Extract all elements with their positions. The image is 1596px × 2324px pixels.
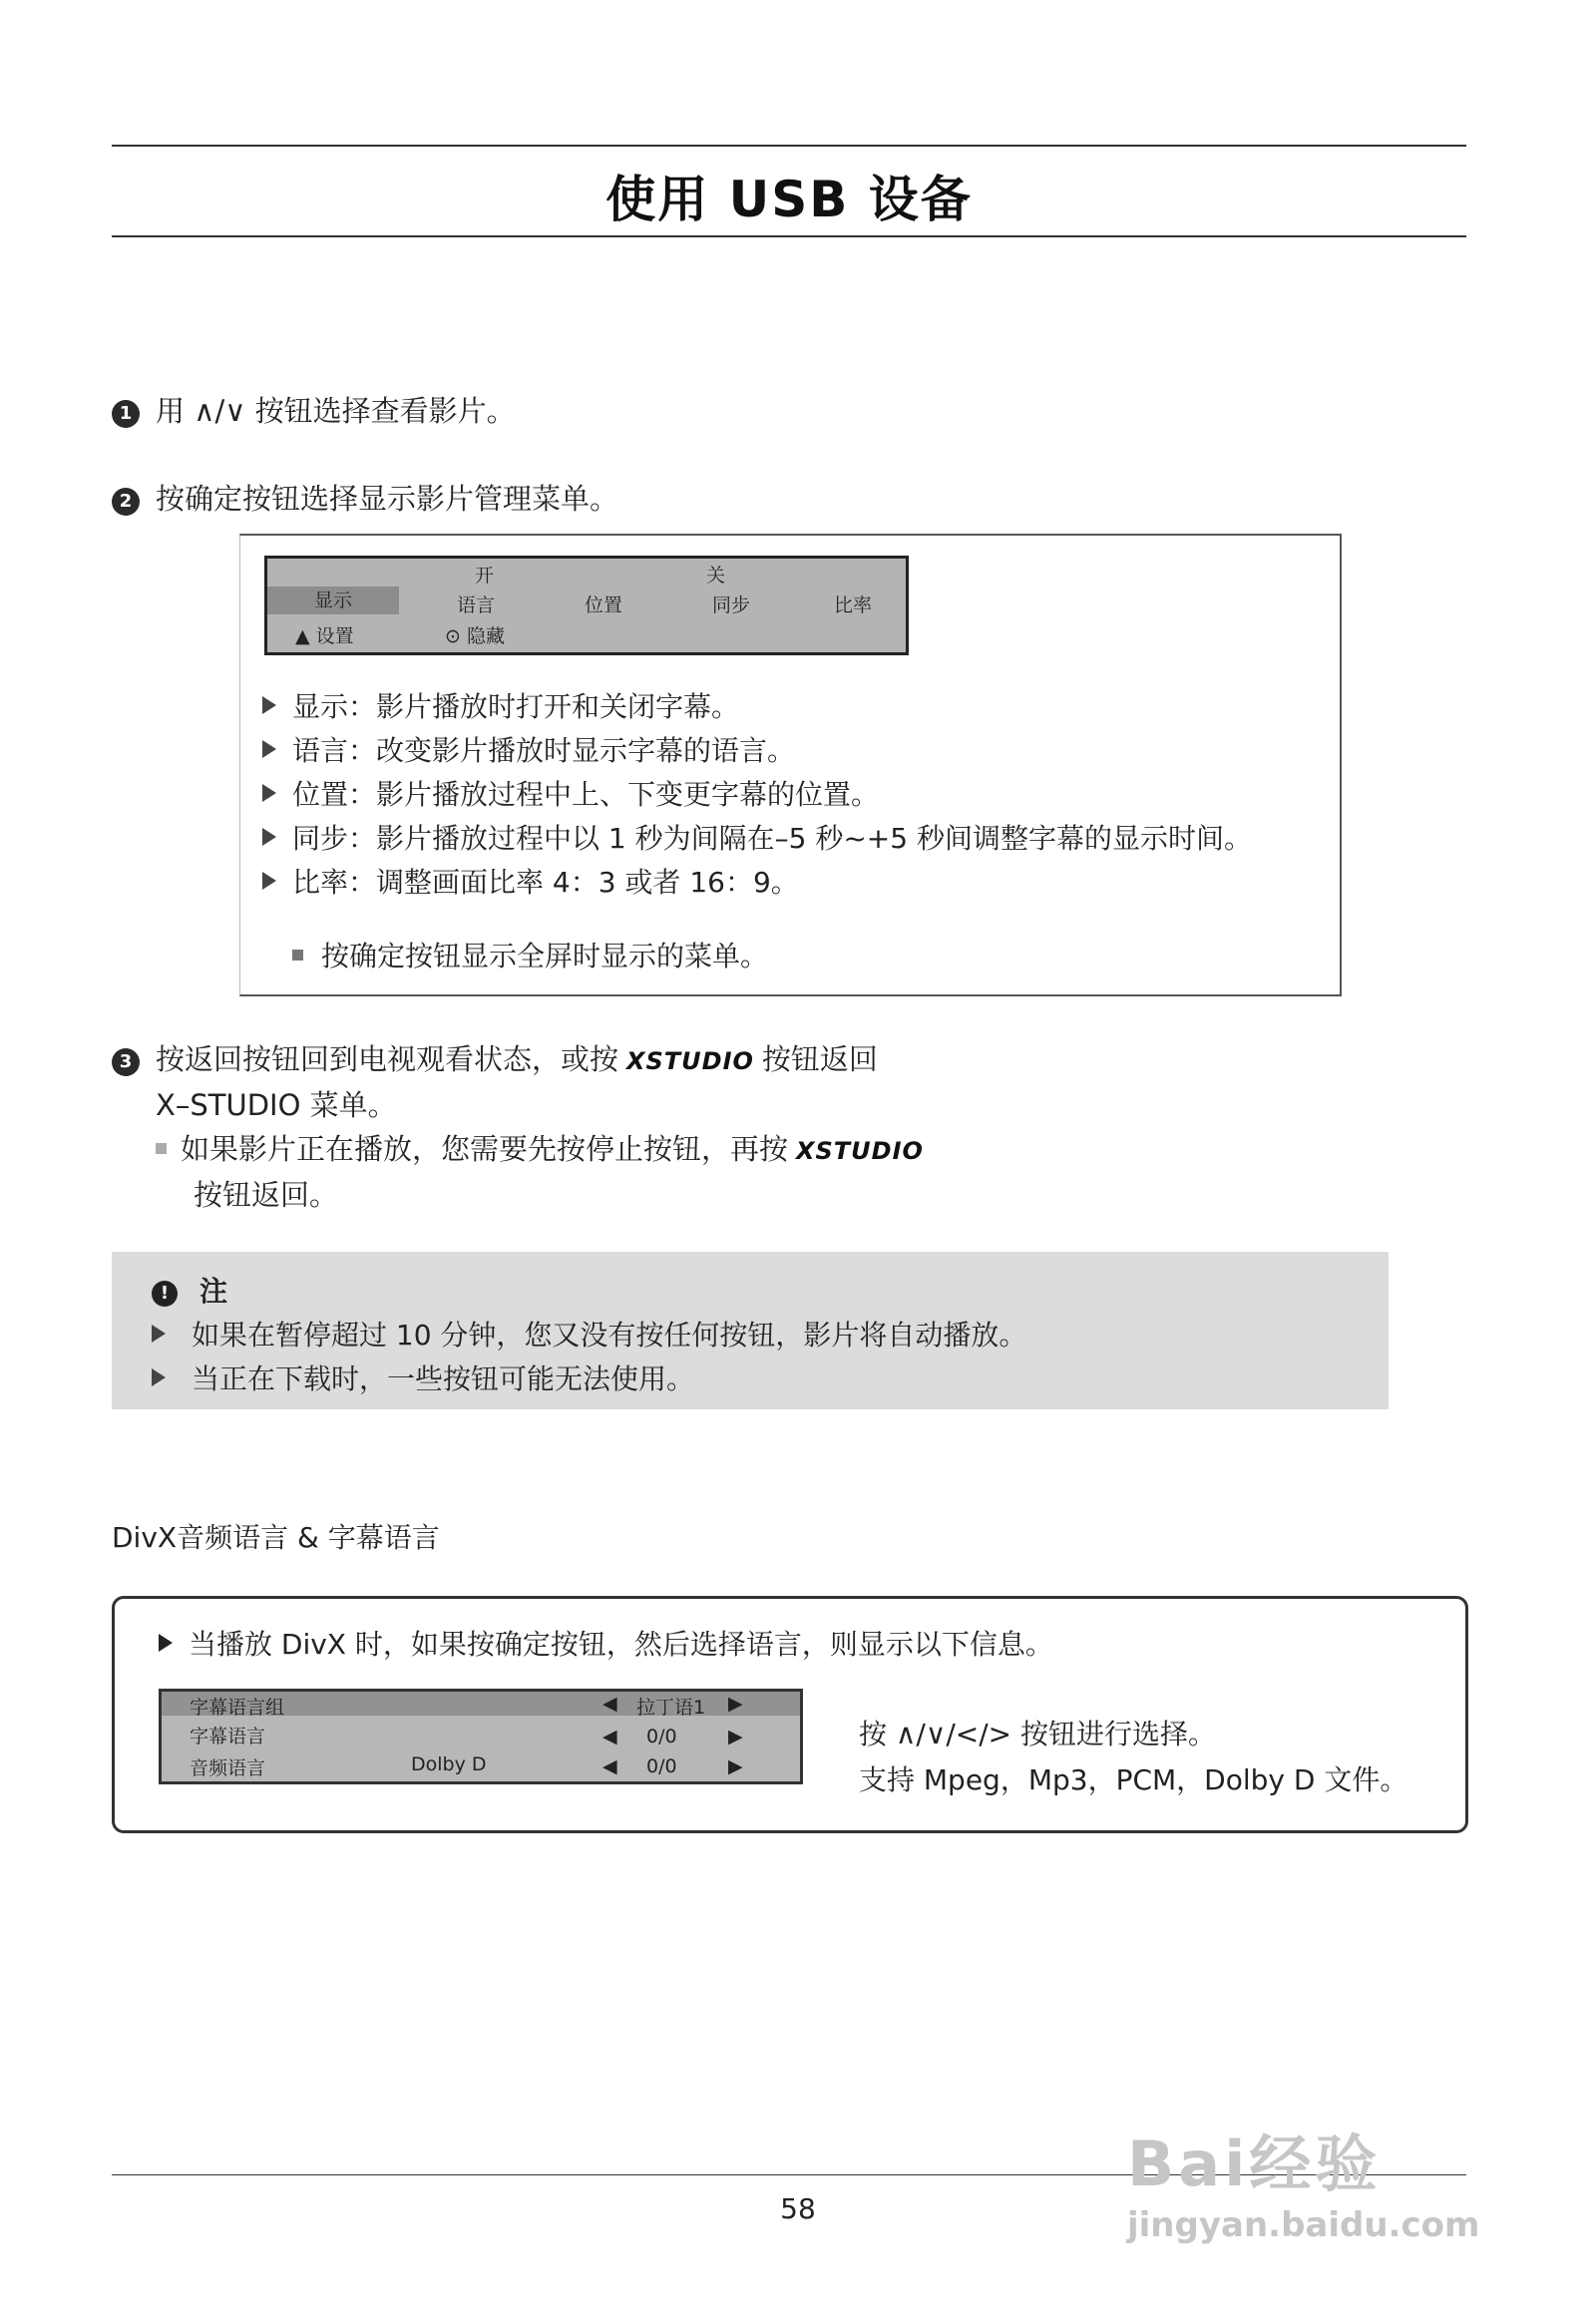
square-bullet-icon: [156, 1143, 167, 1154]
note-heading: 注: [200, 1275, 228, 1308]
note-box: [112, 1252, 1389, 1409]
left-arrow-icon: ◀: [602, 1755, 617, 1777]
triangle-icon: [262, 828, 276, 846]
note-item-2: 当正在下载时，一些按钮可能无法使用。: [192, 1362, 695, 1395]
triangle-icon: [262, 696, 276, 714]
menu-off-label: 关: [706, 565, 726, 586]
triangle-icon: [262, 784, 276, 802]
triangle-icon: [152, 1368, 166, 1386]
step-1: [112, 389, 516, 430]
top-rule: [112, 145, 1466, 147]
row2-value: 0/0: [646, 1726, 677, 1747]
row1-value: 拉丁语1: [636, 1697, 706, 1719]
note-item-1: 如果在暂停超过 10 分钟，您又没有按任何按钮，影片将自动播放。: [192, 1319, 1027, 1352]
step-2: [112, 477, 618, 518]
divx-hint-1: 按 ∧/∨/</> 按钮进行选择。: [859, 1718, 1217, 1750]
divx-intro: 当播放 DivX 时，如果按确定按钮，然后选择语言，则显示以下信息。: [189, 1628, 1053, 1661]
square-bullet-icon: [292, 950, 303, 961]
list-item: 显示：影片播放时打开和关闭字幕。: [262, 685, 1252, 729]
row2-label: 字幕语言: [190, 1726, 266, 1747]
step-3-sub-text: 如果影片正在播放，您需要先按停止按钮，再按: [181, 1132, 789, 1166]
row3-label: 音频语言: [190, 1757, 266, 1779]
step-2-text: 按确定按钮选择显示影片管理菜单。: [156, 482, 619, 516]
list-item: 同步：影片播放过程中以 1 秒为间隔在–5 秒~+5 秒间调整字幕的显示时间。: [262, 817, 1252, 861]
step-number-2: 2: [112, 488, 140, 516]
page-number: 58: [780, 2192, 816, 2225]
list-item: 比率：调整画面比率 4：3 或者 16：9。: [262, 861, 1252, 905]
triangle-icon: [159, 1634, 173, 1652]
step-3-line2: X–STUDIO 菜单。: [156, 1088, 397, 1122]
step-3-sub-line2: 按钮返回。: [194, 1178, 339, 1212]
step-1-text: 用 ∧/∨ 按钮选择查看影片。: [156, 394, 516, 428]
step-3-text-a: 按返回按钮回到电视观看状态，或按: [156, 1042, 619, 1076]
menu-settings-item: ▲ 设置: [295, 625, 354, 647]
left-arrow-icon: ◀: [602, 1693, 617, 1715]
right-arrow-icon: ▶: [728, 1726, 743, 1747]
language-info-screenshot: [159, 1689, 803, 1784]
menu-hide-item: ⊙ 隐藏: [445, 625, 505, 647]
subtitle-menu-screenshot: [264, 556, 909, 655]
row1-label: 字幕语言组: [190, 1697, 285, 1719]
xstudio-logo: XSTUDIO: [626, 1047, 754, 1075]
watermark-brand: Bai经验: [1127, 2128, 1382, 2200]
subtitle-menu-box: [239, 534, 1342, 996]
xstudio-logo: XSTUDIO: [796, 1137, 924, 1165]
row3-codec: Dolby D: [411, 1753, 487, 1775]
step-number-3: 3: [112, 1048, 140, 1076]
menu-language-item: 语言: [457, 594, 496, 616]
step-3: [112, 1037, 932, 1217]
title-underline: [112, 235, 1466, 237]
menu-on-label: 开: [475, 565, 495, 586]
step-number-1: 1: [112, 400, 140, 428]
divx-hint-2: 支持 Mpeg，Mp3，PCM，Dolby D 文件。: [859, 1763, 1408, 1796]
watermark-url: jingyan.baidu.com: [1127, 2205, 1480, 2245]
page-title: 使用 USB 设备: [605, 171, 973, 228]
list-item: 语言：改变影片播放时显示字幕的语言。: [262, 729, 1252, 773]
menu-bullet-list: [262, 685, 1252, 978]
triangle-icon: [262, 740, 276, 758]
divx-info-box: [112, 1596, 1468, 1833]
right-arrow-icon: ▶: [728, 1755, 743, 1777]
menu-display-item: 显示: [267, 586, 399, 614]
triangle-icon: [152, 1325, 166, 1343]
row3-value: 0/0: [646, 1755, 677, 1777]
step-3-text-b: 按钮返回: [761, 1042, 878, 1076]
menu-ratio-item: 比率: [834, 594, 873, 616]
menu-sync-item: 同步: [712, 594, 751, 616]
warning-icon: !: [152, 1281, 178, 1307]
divx-section-title: DivX音频语言 & 字幕语言: [112, 1521, 440, 1554]
list-item: 位置：影片播放过程中上、下变更字幕的位置。: [262, 773, 1252, 817]
left-arrow-icon: ◀: [602, 1726, 617, 1747]
triangle-icon: [262, 872, 276, 890]
menu-note: 按确定按钮显示全屏时显示的菜单。: [262, 935, 1252, 978]
right-arrow-icon: ▶: [728, 1693, 743, 1715]
baidu-watermark: [1127, 2115, 1479, 2245]
menu-position-item: 位置: [585, 594, 623, 616]
